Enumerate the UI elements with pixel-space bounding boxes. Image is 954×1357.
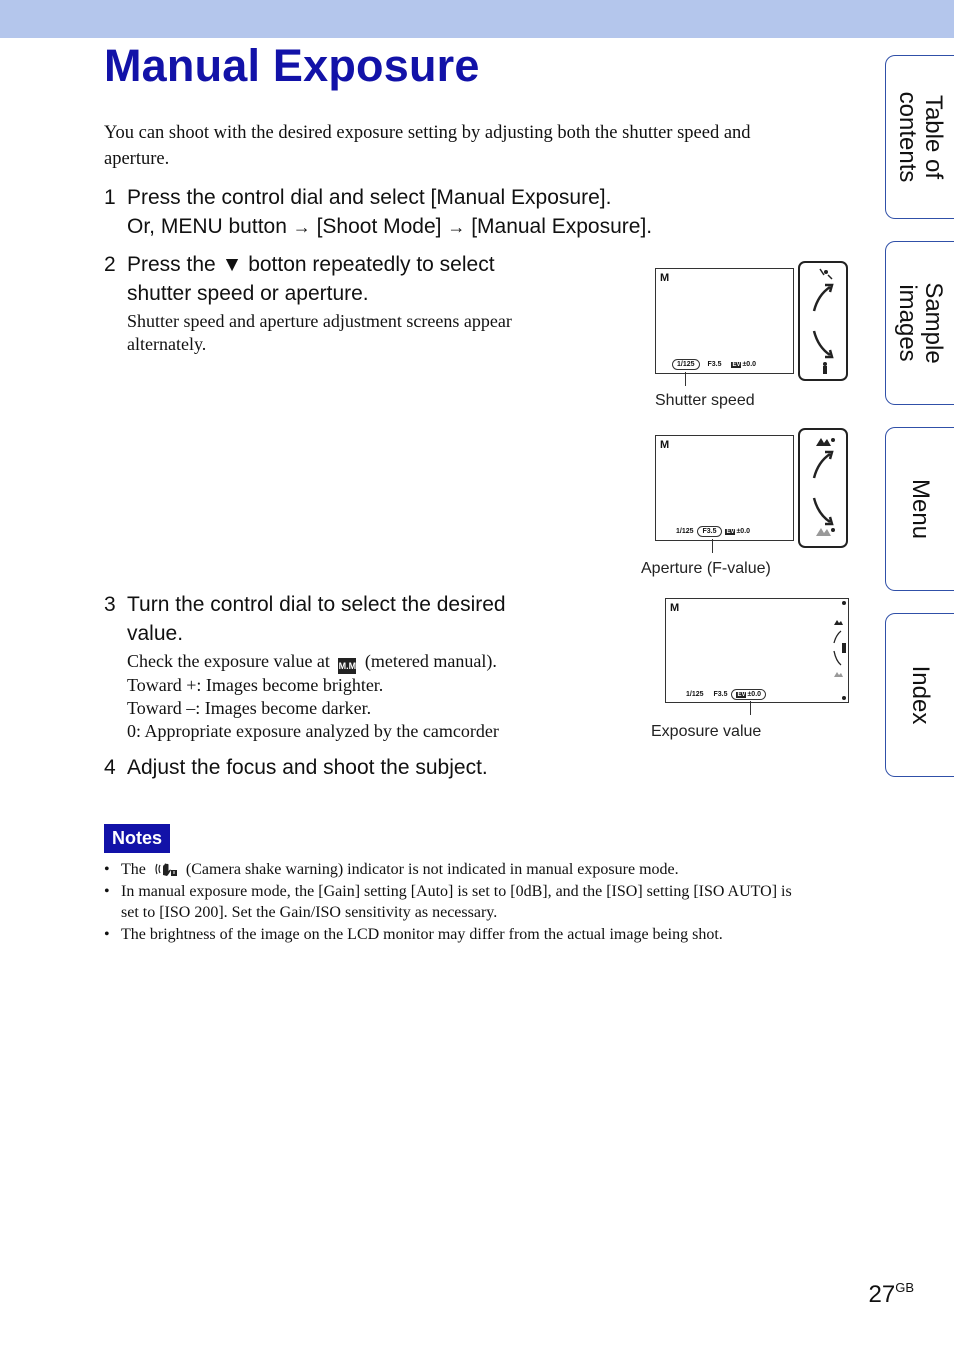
leader-line <box>685 372 686 386</box>
step-3-detail-line <box>127 650 499 674</box>
control-dial-shutter <box>798 261 848 381</box>
step-number: 4 <box>104 756 116 779</box>
step-2 <box>104 250 604 310</box>
note-text: The brightness of the image on the LCD monitor may differ from the actual image being shot. <box>121 925 723 943</box>
manual-exposure-text: [Manual Exposure]. <box>471 215 653 238</box>
exposure-readout <box>686 689 766 700</box>
step-3-detail-line: Toward –: Images become darker. <box>127 698 372 718</box>
metered-manual-icon: M.M <box>338 658 356 674</box>
ev-value: ±0.0 <box>742 361 757 368</box>
note-text: The <box>121 861 146 878</box>
lcd-screen-exposure <box>665 598 849 703</box>
ev-value: ±0.0 <box>747 691 762 698</box>
arrow-right-icon: → <box>292 217 311 237</box>
dial-arrows-icon <box>800 263 846 379</box>
step-1-line-2 <box>127 212 652 242</box>
step-4-line-1: Adjust the focus and shoot the subject. <box>127 756 488 779</box>
shutter-value: 1/125 <box>672 359 700 370</box>
note-text: (Camera shake warning) indicator is not indicated in manual exposure mode. <box>185 861 679 878</box>
bullet-icon: • <box>104 882 110 900</box>
note-item <box>104 924 854 946</box>
mode-indicator: M <box>670 602 680 614</box>
header-bar <box>0 0 954 38</box>
tab-table-of-contents[interactable] <box>885 55 954 219</box>
step-3-line-2: value. <box>127 622 184 645</box>
step-3-detail-line: Toward +: Images become brighter. <box>127 675 384 695</box>
page-title: Manual Exposure <box>104 40 480 91</box>
intro-paragraph <box>104 120 854 172</box>
tab-label <box>894 92 946 183</box>
tab-sample-images[interactable] <box>885 241 954 405</box>
figure-caption: Shutter speed <box>655 392 755 409</box>
camera-shake-warning-icon <box>154 861 178 877</box>
aperture-value: F3.5 <box>697 526 721 537</box>
note-item <box>104 881 854 924</box>
tab-label-line: images <box>894 284 921 362</box>
ev-readout <box>731 689 766 700</box>
tab-label <box>894 282 946 363</box>
shutter-value: 1/125 <box>686 691 704 698</box>
tab-label-line: contents <box>894 91 921 183</box>
step-number: 2 <box>104 253 116 276</box>
arrow-right-icon: → <box>447 217 466 237</box>
step-2-line-2: shutter speed or aperture. <box>127 282 369 305</box>
leader-line <box>750 701 751 715</box>
tab-menu[interactable] <box>885 427 954 591</box>
note-text: In manual exposure mode, the [Gain] setting [Auto] is set to [0dB], and the [ISO] setting [ISO AUTO] is <box>121 882 792 900</box>
step-2-detail-line: alternately. <box>127 334 207 354</box>
check-exposure-text: Check the exposure value at <box>127 651 330 671</box>
step-2-text-a: Press the <box>127 253 216 276</box>
note-text: set to [ISO 200]. Set the Gain/ISO sensitivity as necessary. <box>121 904 498 921</box>
mode-indicator: M <box>660 439 670 451</box>
page-number-value: 27 <box>868 1281 896 1308</box>
page-suffix: GB <box>895 1280 914 1295</box>
tab-label-line: Sample <box>920 282 947 364</box>
dial-arrows-icon <box>800 430 846 546</box>
bullet-icon: • <box>104 861 110 878</box>
page-number <box>869 1280 915 1309</box>
step-3 <box>104 590 604 650</box>
step-2-detail-line: Shutter speed and aperture adjustment screens appear <box>127 311 512 331</box>
metered-manual-text: (metered manual). <box>364 651 497 671</box>
corner-dot <box>842 601 846 605</box>
leader-line <box>712 539 713 553</box>
figure-caption: Exposure value <box>651 723 762 740</box>
tab-label-line: Index <box>907 665 934 725</box>
note-item <box>104 859 854 881</box>
tab-label <box>907 479 933 539</box>
step-number: 3 <box>104 593 116 616</box>
notes-label: Notes <box>104 824 170 853</box>
down-triangle-icon: ▼ <box>221 253 243 276</box>
bullet-icon: • <box>104 925 110 943</box>
ev-icon: EV <box>726 529 735 535</box>
intro-line-1: You can shoot with the desired exposure setting by adjusting both the shutter speed and <box>104 123 751 143</box>
lcd-screen-aperture <box>655 435 794 541</box>
shoot-mode-text: [Shoot Mode] <box>316 215 442 238</box>
control-dial-aperture <box>798 428 848 548</box>
corner-dot <box>842 696 846 700</box>
exposure-readout <box>676 526 750 537</box>
step-2-text-b: botton repeatedly to select <box>248 253 495 276</box>
aperture-value: F3.5 <box>713 691 728 698</box>
step-2-detail <box>127 310 512 356</box>
step-number: 1 <box>104 186 116 209</box>
menu-button-text: Or, MENU button <box>127 215 287 238</box>
step-3-line-1: Turn the control dial to select the desired <box>127 593 506 616</box>
tab-label <box>907 666 933 725</box>
step-1 <box>104 183 824 243</box>
aperture-value: F3.5 <box>707 361 722 368</box>
tab-label-line: Table of <box>920 94 947 180</box>
dial-indicator-icon <box>828 611 848 681</box>
ev-value: ±0.0 <box>736 528 751 535</box>
figure-caption: Aperture (F-value) <box>641 560 771 577</box>
exposure-readout <box>672 359 756 370</box>
step-3-detail <box>127 650 499 743</box>
lcd-screen-shutter <box>655 268 794 374</box>
mode-indicator: M <box>660 272 670 284</box>
step-1-line-1: Press the control dial and select [Manual Exposure]. <box>127 186 612 209</box>
shutter-value: 1/125 <box>676 528 694 535</box>
notes-list <box>104 859 854 945</box>
step-2-line-1 <box>127 250 495 279</box>
ev-icon: EV <box>732 362 741 368</box>
intro-line-2: aperture. <box>104 149 170 169</box>
ev-icon: EV <box>737 692 746 698</box>
step-4 <box>104 753 604 783</box>
tab-index[interactable] <box>885 613 954 777</box>
tab-label-line: Menu <box>907 478 934 540</box>
step-3-detail-line: 0: Appropriate exposure analyzed by the camcorder <box>127 721 499 741</box>
